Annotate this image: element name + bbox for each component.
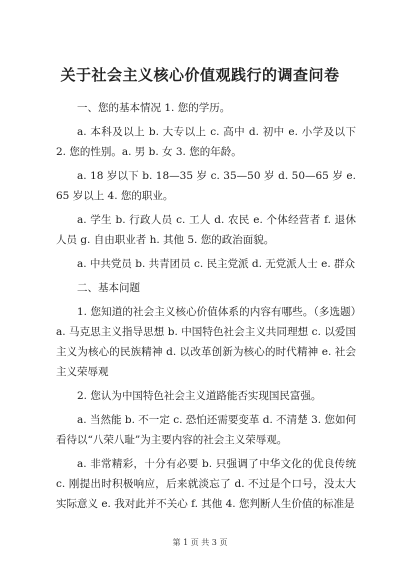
paragraph: a. 非常精彩，十分有必要 b. 只强调了中华文化的优良传统 c. 刚提出时积极响应，后来就淡忘了 d. 不过是个口号，没太大实际意义 e. 我对此并不关心 f. 其他 4. 您判断人生价值的标准是	[56, 458, 356, 510]
page-footer: 第 1 页 共 3 页	[172, 538, 228, 547]
paragraph: a. 中共党员 b. 共青团员 c. 民主党派 d. 无党派人士 e. 群众	[77, 258, 356, 270]
section-heading: 二、基本问题	[77, 282, 140, 294]
paragraph: 2. 您认为中国特色社会主义道路能否实现国民富强。	[77, 390, 322, 402]
paragraph: a. 当然能 b. 不一定 c. 恐怕还需要变革 d. 不清楚 3. 您如何看待以“八荣八耻”为主要内容的社会主义荣辱观。	[56, 414, 356, 446]
document-body	[56, 98, 356, 518]
page-title: 关于社会主义核心价值观践行的调查问卷	[60, 66, 340, 84]
paragraph: 一、您的基本情况 1. 您的学历。	[77, 102, 231, 114]
paragraph: a. 本科及以上 b. 大专以上 c. 高中 d. 初中 e. 小学及以下 2. 您的性别。a. 男 b. 女 3. 您的年龄。	[56, 126, 356, 158]
paragraph: a. 学生 b. 行政人员 c. 工人 d. 农民 e. 个体经营者 f. 退休人员 g. 自由职业者 h. 其他 5. 您的政治面貌。	[56, 214, 356, 246]
paragraph: a. 18 岁以下 b. 18—35 岁 c. 35—50 岁 d. 50—65 岁 e. 65 岁以上 4. 您的职业。	[56, 170, 356, 202]
paragraph: 1. 您知道的社会主义核心价值体系的内容有哪些。（多选题）a. 马克思主义指导思想 b. 中国特色社会主义共同理想 c. 以爱国主义为核心的民族精神 d. 以改革创新为核心的时代精神 e. 社会主义荣辱观	[56, 306, 356, 378]
